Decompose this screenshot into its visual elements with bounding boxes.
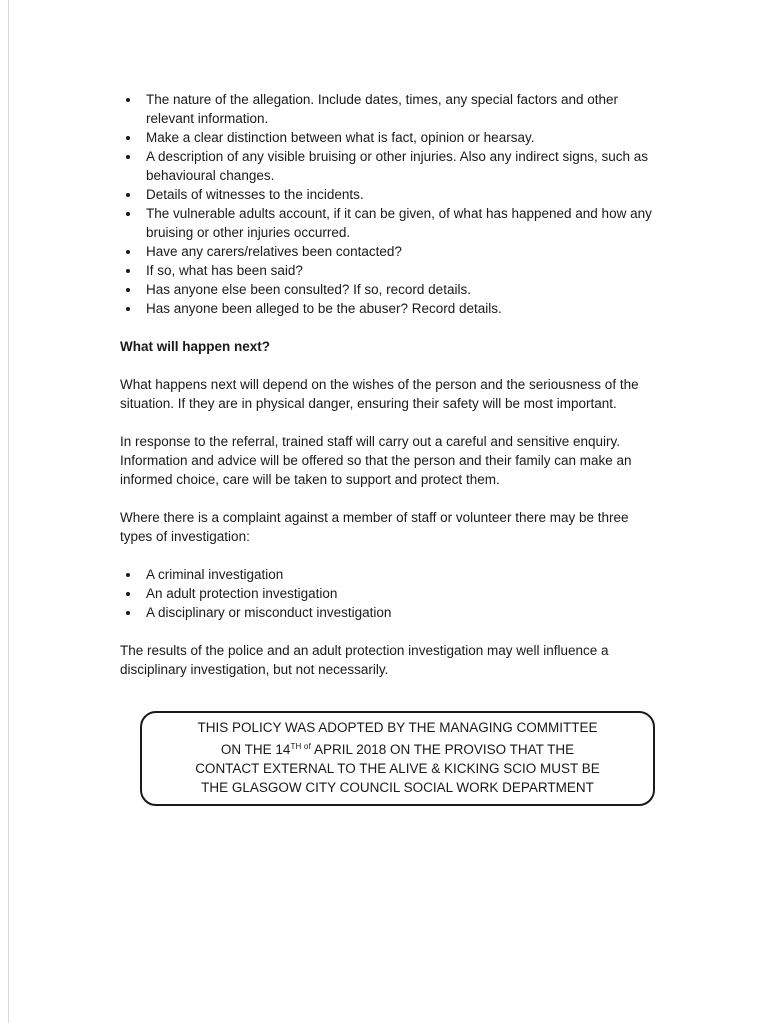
adoption-notice-box <box>140 711 655 806</box>
adoption-date-suffix: APRIL 2018 ON THE PROVISO THAT THE <box>311 742 575 757</box>
list-item: • Have any carers/relatives been contacted? <box>141 242 660 261</box>
paragraph-closing: The results of the police and an adult protection investigation may well influence a disciplinary investigation, but not necessarily. <box>120 643 609 677</box>
paragraph-referral-response: In response to the referral, trained staff will carry out a careful and sensitive enquiry. Information and advice will be offered so that the person and their family can make an informed choice, care will be taken to support and protect them. <box>120 434 632 487</box>
document-page <box>120 90 660 806</box>
list-item: • Has anyone been alleged to be the abuser? Record details. <box>141 299 660 318</box>
adoption-date-superscript: TH of <box>290 742 311 751</box>
page-edge-line <box>8 0 9 1023</box>
adoption-notice-line <box>152 737 643 759</box>
list-item: • A disciplinary or misconduct investigation <box>141 603 660 622</box>
list-item: • An adult protection investigation <box>141 584 660 603</box>
adoption-notice-line: CONTACT EXTERNAL TO THE ALIVE & KICKING SCIO MUST BE <box>195 761 600 776</box>
list-item: • Has anyone else been consulted? If so, record details. <box>141 280 660 299</box>
section-heading: What will happen next? <box>120 339 271 354</box>
list-item: • Make a clear distinction between what is fact, opinion or hearsay. <box>141 128 660 147</box>
list-item: • If so, what has been said? <box>141 261 660 280</box>
adoption-date-prefix: ON THE 14 <box>220 742 291 757</box>
list-item: • A criminal investigation <box>141 565 660 584</box>
list-item: • The nature of the allegation. Include dates, times, any special factors and other relevant information. <box>141 90 660 128</box>
referral-record-list <box>120 90 660 318</box>
list-item: • A description of any visible bruising or other injuries. Also any indirect signs, such as behavioural changes. <box>141 147 660 185</box>
paragraph-complaint-intro: Where there is a complaint against a member of staff or volunteer there may be three types of investigation: <box>120 510 629 544</box>
list-item: • Details of witnesses to the incidents. <box>141 185 660 204</box>
list-item: • The vulnerable adults account, if it can be given, of what has happened and how any bruising or other injuries occurred. <box>141 204 660 242</box>
paragraph-what-happens-next: What happens next will depend on the wishes of the person and the seriousness of the situation. If they are in physical danger, ensuring their safety will be most important. <box>120 377 639 411</box>
adoption-notice-line: THIS POLICY WAS ADOPTED BY THE MANAGING COMMITTEE <box>197 720 598 735</box>
adoption-notice-line: THE GLASGOW CITY COUNCIL SOCIAL WORK DEPARTMENT <box>201 780 594 795</box>
investigation-types-list <box>120 565 660 622</box>
